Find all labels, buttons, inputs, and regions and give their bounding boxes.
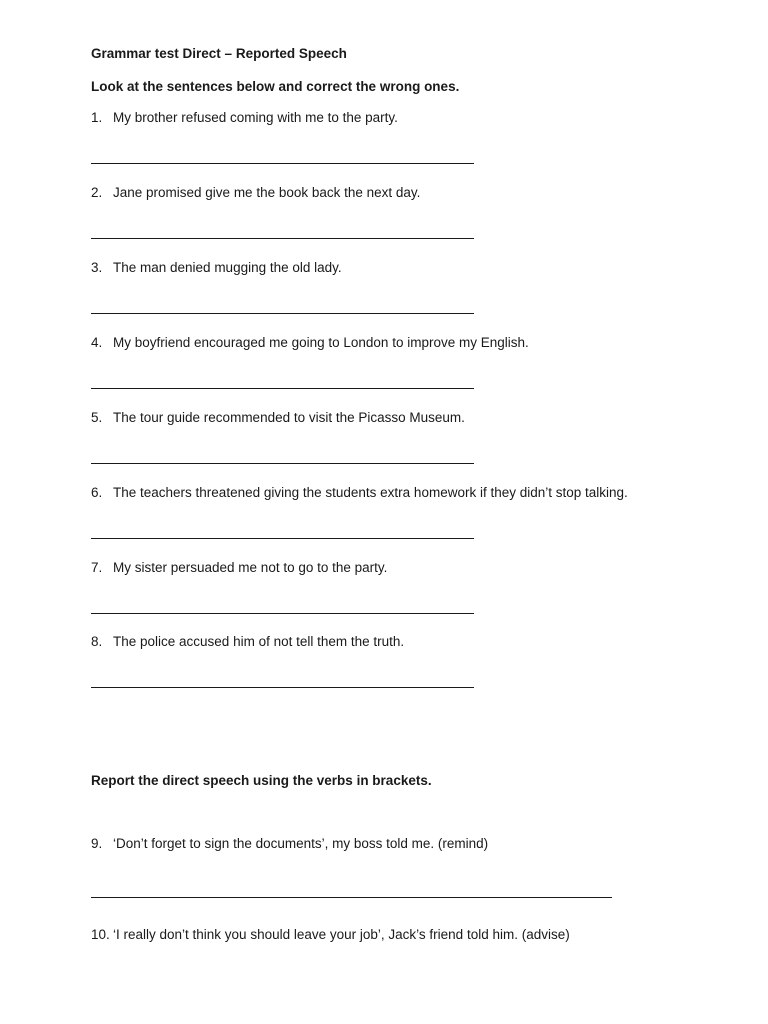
answer-line-4[interactable] bbox=[91, 388, 474, 389]
worksheet-title: Grammar test Direct – Reported Speech bbox=[91, 46, 347, 61]
question-text: ‘Don’t forget to sign the documents’, my boss told me. (remind) bbox=[113, 836, 489, 851]
question-3 bbox=[91, 260, 342, 276]
question-text: The man denied mugging the old lady. bbox=[113, 260, 342, 275]
question-text: My boyfriend encouraged me going to London to improve my English. bbox=[113, 335, 529, 350]
question-7 bbox=[91, 560, 387, 576]
answer-line-7[interactable] bbox=[91, 613, 474, 614]
answer-line-2[interactable] bbox=[91, 238, 474, 239]
question-number: 2. bbox=[91, 185, 103, 200]
question-number: 3. bbox=[91, 260, 103, 275]
question-number: 9. bbox=[91, 836, 103, 851]
section2-instruction: Report the direct speech using the verbs in brackets. bbox=[91, 773, 432, 788]
question-6 bbox=[91, 485, 628, 501]
question-text: My sister persuaded me not to go to the party. bbox=[113, 560, 388, 575]
question-10 bbox=[91, 927, 570, 943]
question-text: Jane promised give me the book back the next day. bbox=[113, 185, 421, 200]
question-9 bbox=[91, 836, 488, 852]
question-1 bbox=[91, 110, 398, 126]
answer-line-3[interactable] bbox=[91, 313, 474, 314]
question-number: 5. bbox=[91, 410, 103, 425]
question-number: 8. bbox=[91, 634, 103, 649]
question-text: The tour guide recommended to visit the Picasso Museum. bbox=[113, 410, 465, 425]
answer-line-9[interactable] bbox=[91, 897, 612, 898]
question-text: ‘I really don’t think you should leave your job’, Jack’s friend told him. (advise) bbox=[113, 927, 570, 942]
question-number: 1. bbox=[91, 110, 103, 125]
question-number: 4. bbox=[91, 335, 103, 350]
question-number: 10. bbox=[91, 927, 110, 942]
question-2 bbox=[91, 185, 420, 201]
question-8 bbox=[91, 634, 404, 650]
question-5 bbox=[91, 410, 465, 426]
answer-line-8[interactable] bbox=[91, 687, 474, 688]
question-text: The teachers threatened giving the students extra homework if they didn’t stop talking. bbox=[113, 485, 628, 500]
answer-line-5[interactable] bbox=[91, 463, 474, 464]
question-4 bbox=[91, 335, 529, 351]
answer-line-6[interactable] bbox=[91, 538, 474, 539]
question-text: The police accused him of not tell them the truth. bbox=[113, 634, 405, 649]
question-number: 6. bbox=[91, 485, 103, 500]
section1-instruction: Look at the sentences below and correct the wrong ones. bbox=[91, 79, 460, 94]
question-text: My brother refused coming with me to the party. bbox=[113, 110, 398, 125]
answer-line-1[interactable] bbox=[91, 163, 474, 164]
question-number: 7. bbox=[91, 560, 103, 575]
